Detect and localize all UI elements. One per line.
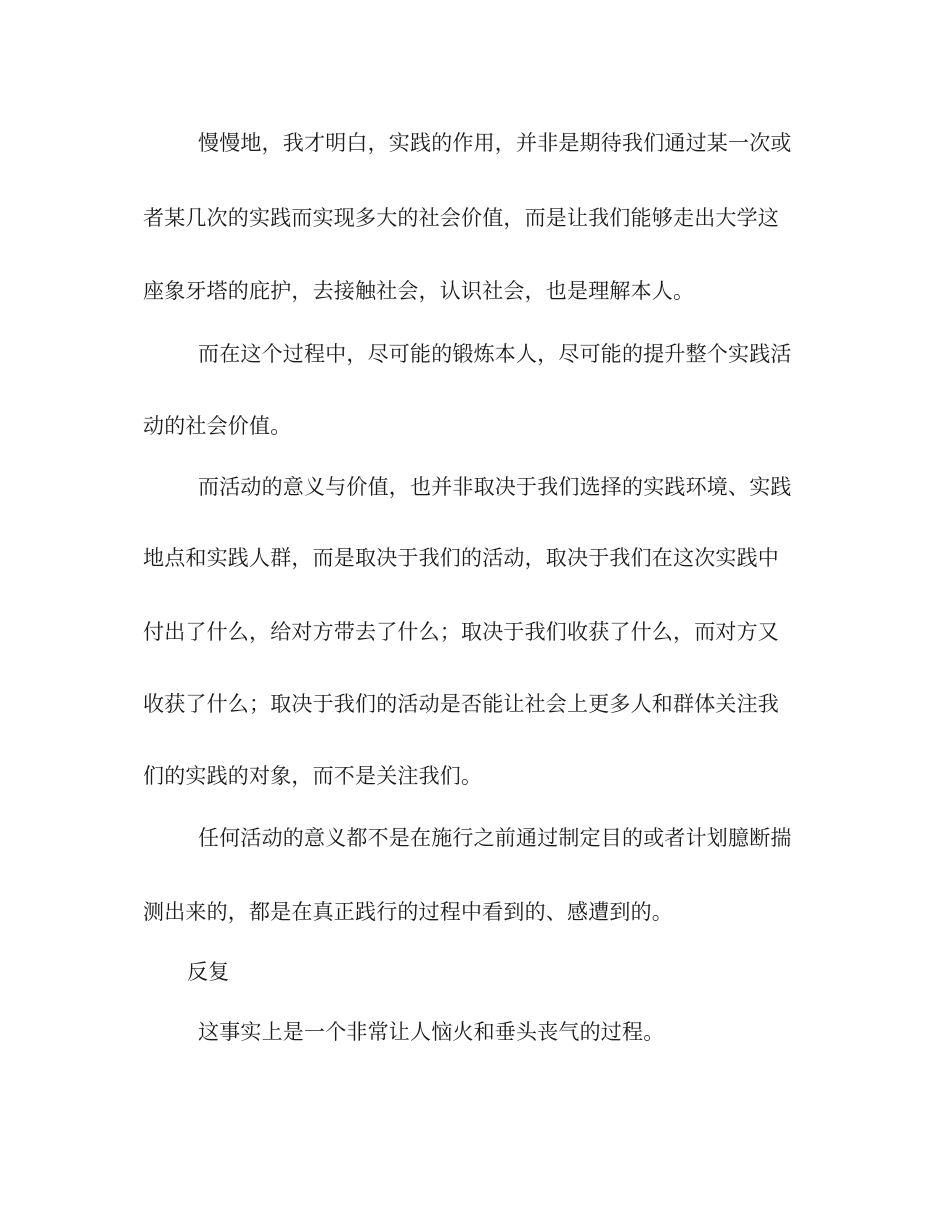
paragraph-1-line-2: 者某几次的实践而实现多大的社会价值，而是让我们能够走出大学这: [143, 206, 779, 230]
paragraph-3-line-1: 而活动的意义与价值，也并非取决于我们选择的实践环境、实践: [198, 475, 792, 499]
paragraph-2-line-2: 动的社会价值。: [143, 414, 292, 438]
paragraph-3-line-5: 们的实践的对象，而不是关注我们。: [143, 764, 483, 788]
paragraph-4-line-2: 测出来的，都是在真正践行的过程中看到的、感遭到的。: [143, 900, 673, 924]
paragraph-5-line-1: 这事实上是一个非常让人恼火和垂头丧气的过程。: [198, 1020, 665, 1044]
paragraph-4-line-1: 任何活动的意义都不是在施行之前通过制定目的或者计划臆断揣: [198, 826, 792, 850]
section-heading: 反复: [187, 960, 230, 984]
paragraph-3-line-2: 地点和实践人群，而是取决于我们的活动，取决于我们在这次实践中: [143, 546, 779, 570]
paragraph-1-line-1: 慢慢地，我才明白，实践的作用，并非是期待我们通过某一次或: [198, 131, 792, 155]
paragraph-2-line-1: 而在这个过程中，尽可能的锻炼本人，尽可能的提升整个实践活: [198, 342, 792, 366]
paragraph-1-line-3: 座象牙塔的庇护，去接触社会，认识社会，也是理解本人。: [143, 279, 695, 303]
paragraph-3-line-3: 付出了什么，给对方带去了什么；取决于我们收获了什么，而对方又: [143, 620, 779, 644]
paragraph-3-line-4: 收获了什么；取决于我们的活动是否能让社会上更多人和群体关注我: [143, 692, 779, 716]
